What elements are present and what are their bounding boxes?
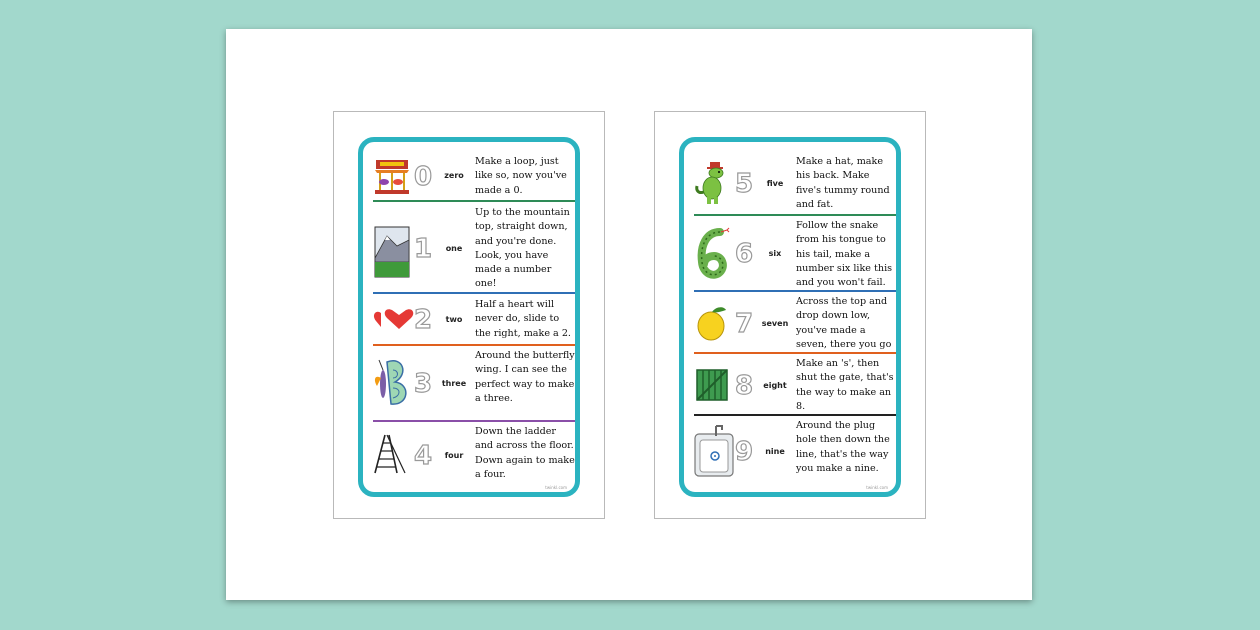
card-row-2 (373, 294, 575, 346)
rhyme-text: Make a hat, make his back. Make five's tummy round and fat. (796, 156, 890, 210)
ladder-icon (373, 434, 411, 474)
numeral: 6 (734, 239, 754, 269)
number-word: seven (761, 319, 789, 328)
number-word: nine (765, 447, 785, 456)
snake-icon (694, 226, 732, 282)
numeral: 2 (413, 305, 433, 335)
numeral: 1 (413, 234, 433, 264)
number-word: eight (763, 381, 787, 390)
numeral: 4 (413, 441, 433, 471)
rhyme-text: Around the plug hole then down the line, that's the way you make a nine. (796, 420, 890, 474)
card-row-3 (373, 346, 575, 422)
numeral: 5 (734, 169, 754, 199)
lemon-icon (694, 304, 732, 342)
number-word: four (444, 451, 464, 460)
card-row-4 (373, 422, 575, 484)
page-right (654, 111, 926, 519)
rhyme-text: Make an 's', then shut the gate, that's the way to make an 8. (796, 358, 894, 412)
heart-icon (373, 305, 411, 335)
card-row-0 (373, 152, 575, 202)
card-footer: twinkl.com (866, 485, 888, 490)
number-word: six (768, 249, 782, 258)
number-word: one (445, 244, 463, 253)
rhyme-text: Down the ladder and across the floor. Down again to make a four. (475, 426, 575, 480)
rhyme-text: Around the butterfly wing. I can see the perfect way to make a three. (475, 350, 575, 404)
rhyme-text: Up to the mountain top, straight down, and you're done. Look, you have made a number one! (475, 207, 570, 290)
mountain-icon (373, 226, 411, 278)
card-row-5 (694, 152, 896, 216)
number-word: five (766, 179, 784, 188)
rhyme-text: Half a heart will never do, slide to the right, make a 2. (475, 299, 571, 339)
rhyme-text: Make a loop, just like so, now you've made a 0. (475, 156, 567, 196)
numeral: 0 (413, 162, 433, 192)
numeral: 8 (734, 371, 754, 401)
numeral: 7 (734, 309, 754, 339)
rhyme-text: Across the top and drop down low, you've made a seven, there you go (796, 296, 892, 350)
rhyme-text: Follow the snake from his tongue to his tail, make a number six like this and you won't fail. (796, 220, 893, 289)
number-card-5-9 (679, 137, 901, 497)
card-row-6 (694, 216, 896, 292)
carousel-icon (373, 158, 411, 196)
numeral: 3 (413, 369, 433, 399)
number-card-0-4 (358, 137, 580, 497)
page-left (333, 111, 605, 519)
number-word: three (441, 379, 467, 388)
gate-icon (694, 366, 732, 404)
sink-icon (694, 422, 732, 480)
numeral: 9 (734, 437, 754, 467)
card-row-1 (373, 202, 575, 294)
card-row-8 (694, 354, 896, 416)
number-word: two (445, 315, 463, 324)
butterfly-icon (373, 356, 411, 412)
card-row-7 (694, 292, 896, 354)
dinosaur-icon (694, 160, 732, 206)
card-row-9 (694, 416, 896, 486)
card-footer: twinkl.com (545, 485, 567, 490)
number-word: zero (444, 171, 464, 180)
worksheet-preview (226, 29, 1032, 600)
